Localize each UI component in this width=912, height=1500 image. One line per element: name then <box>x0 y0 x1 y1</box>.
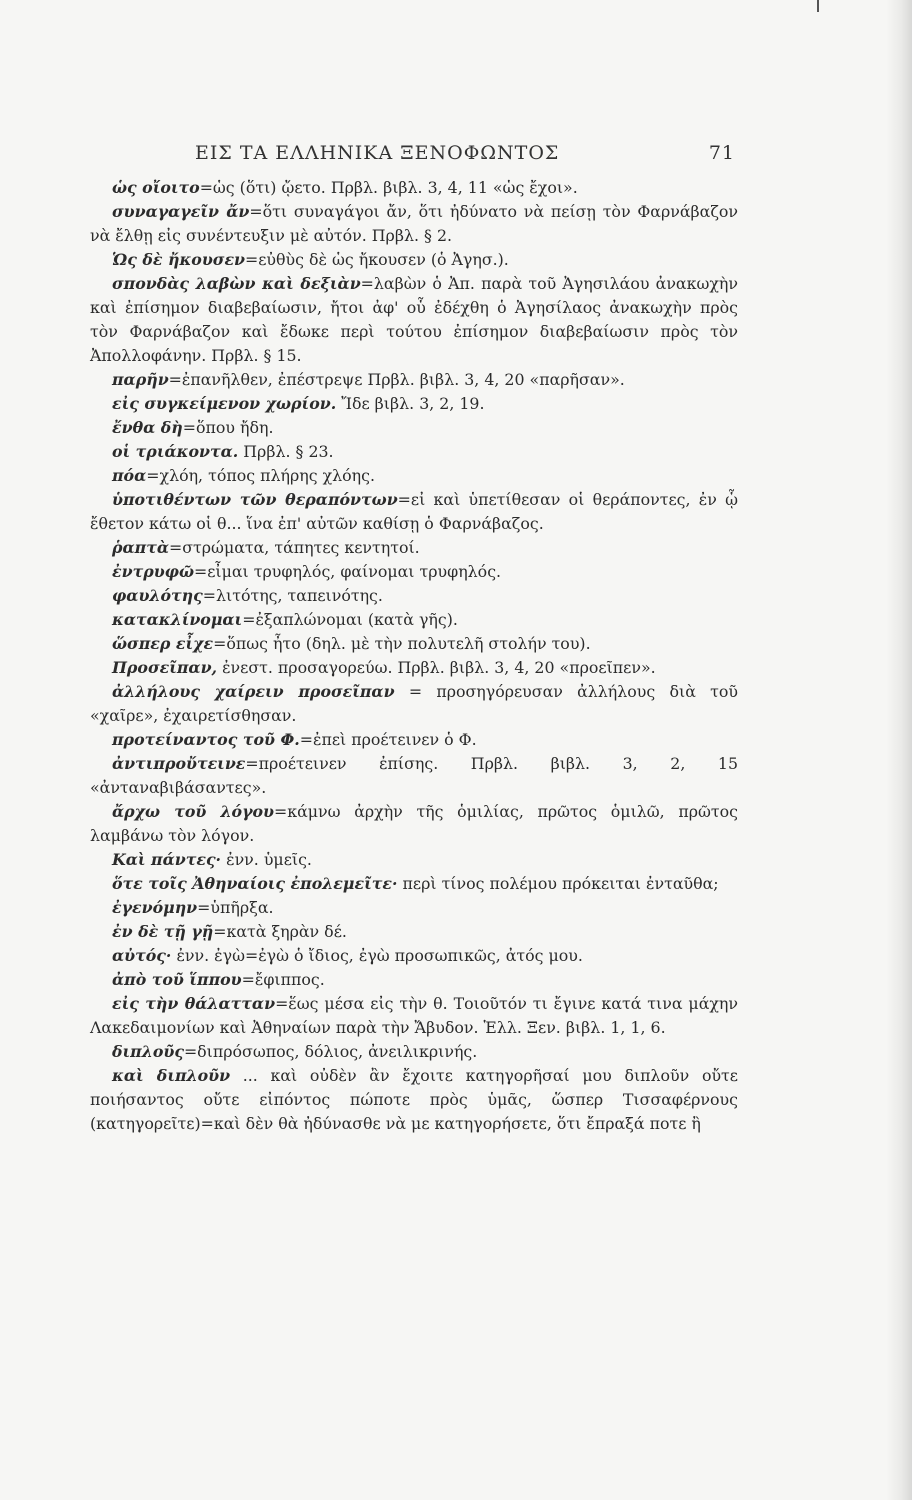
gloss: =ἔφιππος. <box>241 970 325 989</box>
lemma: ἔνθα δὴ <box>112 418 183 437</box>
gloss: ἐνν. ἐγὼ=ἐγὼ ὁ ἴδιος, ἐγὼ προσωπικῶς, ἀτός μου. <box>176 946 583 965</box>
entry <box>90 488 738 536</box>
entry <box>90 752 738 800</box>
lemma: Ὡς δὲ ἤκουσεν <box>112 250 246 269</box>
entry <box>90 176 738 200</box>
lemma: ἄρχω τοῦ λόγου <box>112 802 275 821</box>
lemma: διπλοῦς <box>112 1042 184 1061</box>
lemma: σπονδὰς λαβὼν καὶ δεξιὰν <box>112 274 361 293</box>
entry <box>90 920 738 944</box>
gloss: =προέτεινεν ἐπίσης. Πρβλ. βιβλ. 3, 2, 15 «ἀνταναβιβάσαντες». <box>90 754 738 797</box>
entry <box>90 1064 738 1136</box>
gloss: =ὡς (ὅτι) ᾤετο. Πρβλ. βιβλ. 3, 4, 11 «ὡς ἔχοι». <box>199 178 578 197</box>
lemma: ἐντρυφῶ <box>112 562 194 581</box>
gloss: =ἐξαπλώνομαι (κατὰ γῆς). <box>242 610 458 629</box>
lemma: ὡς οἴοιτο <box>112 178 200 197</box>
gloss: =ὅτι συναγάγοι ἄν, ὅτι ἠδύνατο νὰ πείσῃ τὸν Φαρνάβαζον νὰ ἔλθῃ εἰς συνέντευξιν μὲ αὐτόν. Πρβλ. § 2. <box>90 202 739 245</box>
scan-mark <box>817 0 819 12</box>
entry <box>90 944 738 968</box>
lemma: Προσεῖπαν, <box>112 658 218 677</box>
entry <box>90 464 738 488</box>
lemma: Καὶ πάντες· <box>112 850 222 869</box>
entry <box>90 848 738 872</box>
gloss: =ὅπου ἤδη. <box>182 418 274 437</box>
gloss: =εἶμαι τρυφηλός, φαίνομαι τρυφηλός. <box>194 562 502 581</box>
gloss: =ἐπανῆλθεν, ἐπέστρεψε Πρβλ. βιβλ. 3, 4, 20 «παρῆσαν». <box>168 370 625 389</box>
gloss: =κατὰ ξηρὰν δέ. <box>213 922 347 941</box>
gloss: περὶ τίνος πολέμου πρόκειται ἐνταῦθα; <box>402 874 719 893</box>
gloss: Πρβλ. § 23. <box>243 442 334 461</box>
entry <box>90 800 738 848</box>
lemma: προτείναντος τοῦ Φ. <box>112 730 300 749</box>
entry <box>90 728 738 752</box>
lemma: καὶ διπλοῦν <box>112 1066 231 1085</box>
lemma: ἀλλήλους χαίρειν προσεῖπαν <box>112 682 395 701</box>
entry <box>90 632 738 656</box>
gloss: =εὐθὺς δὲ ὡς ἤκουσεν (ὁ Ἀγησ.). <box>245 250 509 269</box>
lemma: ἐγενόμην <box>112 898 198 917</box>
page-edge-shadow <box>886 0 912 1500</box>
gloss: =ἕως μέσα εἰς τὴν θ. Τοιοῦτόν τι ἔγινε κατά τινα μάχην Λακεδαιμονίων καὶ Ἀθηναίων παρὰ τὴν Ἄβυδον. Ἑλλ. Ξεν. βιβλ. 1, 1, 6. <box>90 994 738 1037</box>
lemma: αὐτός· <box>112 946 172 965</box>
gloss: =κάμνω ἀρχὴν τῆς ὁμιλίας, πρῶτος ὁμιλῶ, πρῶτος λαμβάνω τὸν λόγον. <box>90 802 738 845</box>
entry <box>90 368 738 392</box>
entry <box>90 896 738 920</box>
entry <box>90 1040 738 1064</box>
lemma: ὅτε τοῖς Ἀθηναίοις ἐπολεμεῖτε· <box>112 874 398 893</box>
gloss: =εἰ καὶ ὑπετίθεσαν οἱ θεράποντες, ἐν ᾧ ἔθετον κάτω οἱ θ... ἵνα ἐπ' αὐτῶν καθίσῃ ὁ Φαρνάβαζος. <box>90 490 738 533</box>
entry <box>90 392 738 416</box>
lemma: ἀντιπροὔτεινε <box>112 754 246 773</box>
entry <box>90 872 738 896</box>
lemma: εἰς τὴν θάλατταν <box>112 994 276 1013</box>
gloss: ἐνεστ. προσαγορεύω. Πρβλ. βιβλ. 3, 4, 20 «προεῖπεν». <box>222 658 656 677</box>
lemma: ὑποτιθέντων τῶν θεραπόντων <box>112 490 398 509</box>
entry <box>90 968 738 992</box>
lemma: ἐν δὲ τῇ γῇ <box>112 922 214 941</box>
gloss: ... καὶ οὐδὲν ἂν ἔχοιτε κατηγορῆσαί μου διπλοῦν οὔτε ποιήσαντος οὔτε εἰπόντος πώποτε πρὸς ὑμᾶς, ὥσπερ Τισσαφέρνους (κατηγορεῖτε)=καὶ δὲν θὰ ἠδύνασθε νὰ με κατηγορήσετε, ὅτι ἔπραξά ποτε ἢ <box>90 1066 738 1133</box>
lemma: ῥαπτὰ <box>112 538 170 557</box>
entry <box>90 584 738 608</box>
entry <box>90 416 738 440</box>
running-title: ΕΙΣ ΤΑ ΕΛΛΗΝΙΚΑ ΞΕΝΟΦΩΝΤΟΣ <box>195 142 560 164</box>
gloss: =ἐπεὶ προέτεινεν ὁ Φ. <box>299 730 477 749</box>
gloss: = προσηγόρευσαν ἀλλήλους διὰ τοῦ «χαῖρε», ἐχαιρετίσθησαν. <box>90 682 738 725</box>
lemma: κατακλίνομαι <box>112 610 243 629</box>
lemma: συναγαγεῖν ἄν <box>112 202 250 221</box>
entry <box>90 440 738 464</box>
entry <box>90 200 738 248</box>
gloss: =ὅπως ἦτο (δηλ. μὲ τὴν πολυτελῆ στολήν του). <box>213 634 591 653</box>
entry <box>90 248 738 272</box>
gloss: =ὑπῆρξα. <box>197 898 274 917</box>
entry <box>90 680 738 728</box>
gloss: =χλόη, τόπος πλήρης χλόης. <box>146 466 376 485</box>
lemma: ὥσπερ εἶχε <box>112 634 214 653</box>
commentary-body <box>90 176 738 1136</box>
gloss: Ἴδε βιβλ. 3, 2, 19. <box>341 394 485 413</box>
page-number: 71 <box>708 142 735 164</box>
lemma: εἰς συγκείμενον χωρίον. <box>112 394 337 413</box>
lemma: παρῆν <box>112 370 169 389</box>
entry <box>90 536 738 560</box>
lemma: οἱ τριάκοντα. <box>112 442 239 461</box>
entry <box>90 656 738 680</box>
lemma: πόα <box>112 466 147 485</box>
lemma: φαυλότης <box>112 586 203 605</box>
gloss: =λαβὼν ὁ Ἀπ. παρὰ τοῦ Ἀγησιλάου ἀνακωχὴν καὶ ἐπίσημον διαβεβαίωσιν, ἤτοι ἀφ' οὗ ἐδέχθη ὁ Ἀγησίλαος ἀνακωχὴν πρὸς τὸν Φαρνάβαζον καὶ ἔδωκε περὶ τούτου ἐπίσημον διαβεβαίωσιν πρὸς τὸν Ἀπολλοφάνην. Πρβλ. § 15. <box>90 274 738 365</box>
gloss: =στρώματα, τάπητες κεντητοί. <box>169 538 420 557</box>
entry <box>90 560 738 584</box>
gloss: =διπρόσωπος, δόλιος, ἀνειλικρινής. <box>183 1042 478 1061</box>
entry <box>90 992 738 1040</box>
entry <box>90 608 738 632</box>
gloss: ἐνν. ὑμεῖς. <box>226 850 312 869</box>
entry <box>90 272 738 368</box>
lemma: ἀπὸ τοῦ ἵππου <box>112 970 242 989</box>
gloss: =λιτότης, ταπεινότης. <box>202 586 383 605</box>
running-header <box>195 142 735 172</box>
